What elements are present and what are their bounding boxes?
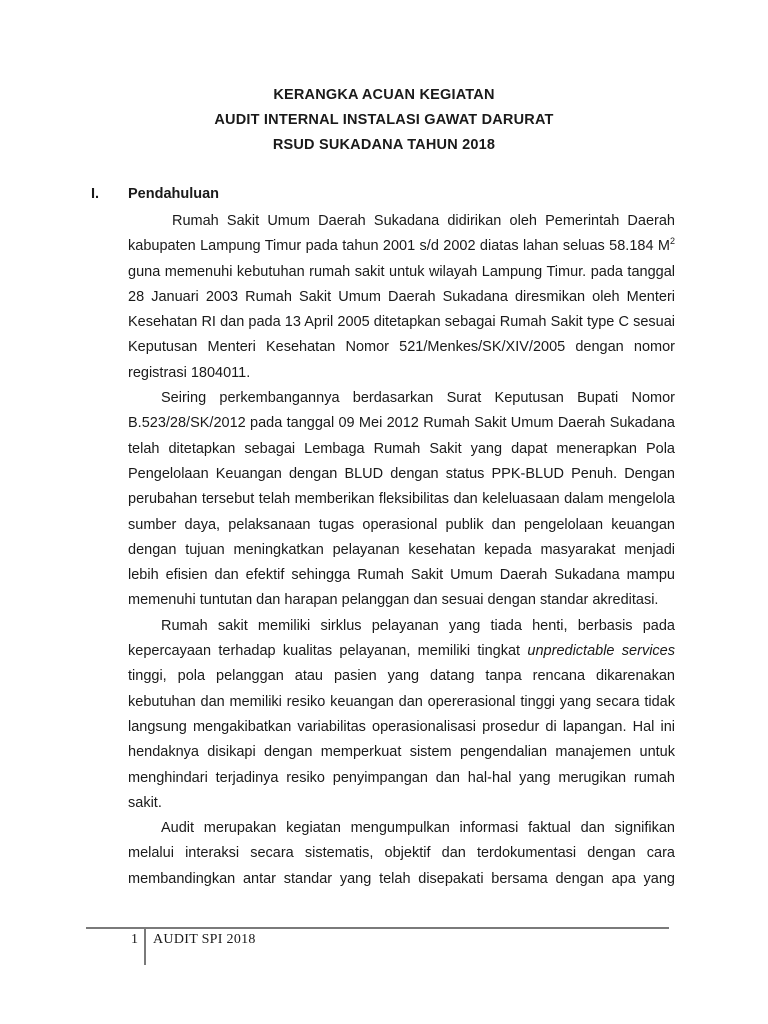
paragraph-2: Seiring perkembangannya berdasarkan Surat Keputusan Bupati Nomor B.523/28/SK/2012 pada tanggal 09 Mei 2012 Rumah Sakit Umum Daerah Sukadana telah ditetapkan sebagai Lembaga Rumah Sakit yang dapat menerapkan Pola Pengelolaan Keuangan dengan BLUD dengan status PPK-BLUD Penuh. Dengan perubahan tersebut telah memberikan fleksibilitas dan keleluasaan dalam mengelola sumber daya, pelaksanaan tugas operasional publik dan pengelolaan keuangan dengan tujuan meningkatkan pelayanan kesehatan kepada masyarakat menjadi lebih efisien dan efektif sehingga Rumah Sakit Umum Daerah Sukadana mampu memenuhi tuntutan dan harapan pelanggan dan sesuai dengan standar akreditasi. [128,390,675,609]
section-heading: Pendahuluan [128,186,220,202]
section-number: I. [91,186,100,202]
footer-vertical-divider [144,927,146,965]
document-title-line-1: KERANGKA ACUAN KEGIATAN [273,87,495,103]
paragraph-3-text-a: Rumah sakit memiliki sirklus pelayanan yang tiada henti, berbasis pada kepercayaan terhadap kualitas pelayanan, memiliki tingkat [128,617,675,660]
paragraph-1-text-a: Rumah Sakit Umum Daerah Sukadana didirikan oleh Pemerintah Daerah kabupaten Lampung Timur pada tahun 2001 s/d 2002 diatas lahan seluas 58.184 M [128,213,675,255]
paragraph-3-text-b: tinggi, pola pelanggan atau pasien yang datang tanpa rencana dikarenakan kebutuhan dan memiliki resiko keuangan dan opererasional tinggi yang secara tidak langsung mengakibatkan variabilitas operasionalisasi prosedur di lapangan. Hal ini hendaknya disikapi dengan memperkuat sistem pengendalian manajemen untuk menghindari terjadinya resiko penyimpangan dan hal-hal yang merugikan rumah sakit. [128,668,675,811]
superscript: 2 [669,236,675,247]
document-title-line-3: RSUD SUKADANA TAHUN 2018 [272,137,496,153]
page-number: 1 [131,932,138,947]
paragraph-4: Audit merupakan kegiatan mengumpulkan informasi faktual dan signifikan melalui interaksi secara sistematis, objektif dan terdokumentasi dengan cara membandingkan antar standar yang telah disepakati bersama dengan apa yang [128,820,675,887]
document-body [128,209,675,892]
paragraph-3 [128,614,675,816]
footer-label: AUDIT SPI 2018 [153,932,256,947]
italic-phrase: unpredictable services [527,643,675,660]
paragraph-1 [128,209,675,386]
document-title-line-2: AUDIT INTERNAL INSTALASI GAWAT DARURAT [214,112,554,128]
paragraph-1-text-b: guna memenuhi kebutuhan rumah sakit untuk wilayah Lampung Timur. pada tanggal 28 Januari 2003 Rumah Sakit Umum Daerah Sukadana diresmikan oleh Menteri Kesehatan RI dan pada 13 April 2005 ditetapkan sebagai Rumah Sakit type C sesuai Keputusan Menteri Kesehatan Nomor 521/Menkes/SK/XIV/2005 dengan nomor registrasi 1804011. [128,263,675,381]
footer-divider [86,927,669,929]
